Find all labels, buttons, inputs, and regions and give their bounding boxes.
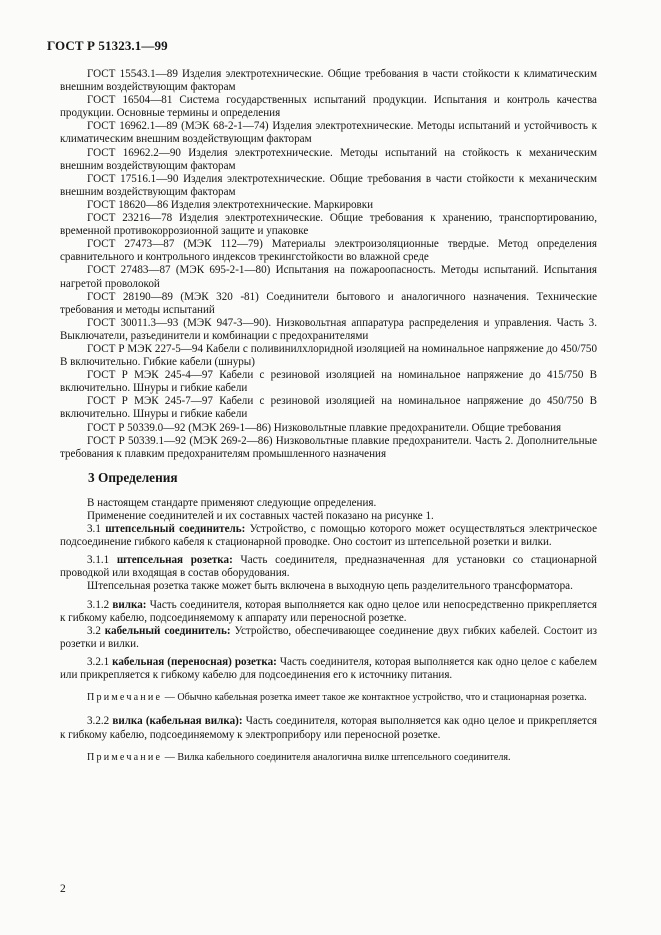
reference-item: ГОСТ 18620—86 Изделия электротехнические. Маркировки [87,198,374,211]
clause-number: 3.1.1 [87,554,110,567]
reference-item: ГОСТ 16962.1—89 (МЭК 68-2-1—74) Изделия электротехнические. Методы испытаний и устойчивость к климатическим внешним воздействующим факторам [60,120,597,146]
definition-3-2-1 [60,656,597,682]
reference-item: ГОСТ 30011.3—93 (МЭК 947-3—90). Низковольтная аппаратура распределения и управления. Часть 3. Выключатели, разъединители и комбинации с предохранителями [60,316,597,342]
reference-item: ГОСТ Р 50339.1—92 (МЭК 269-2—86) Низковольтные плавкие предохранители. Часть 2. Дополнительные требования к плавким предохранителям промышленного назначения [60,434,597,460]
section-heading: 3 Определения [88,469,178,485]
definitions [60,497,597,764]
term: штепсельная розетка: [116,554,233,567]
page-number: 2 [60,883,66,895]
clause-number: 3.1.2 [87,598,110,611]
definition-text: Устройство, с помощью которого может осуществляться электрическое подсоединение гибкого кабеля к стационарной проводке. Оно состоит из штепсельной розетки и вилки. [60,523,597,549]
reference-item: ГОСТ 28190—89 (МЭК 320 -81) Соединители бытового и аналогичного назначения. Технические требования и методы испытаний [60,290,597,316]
clause-number: 3.1 [87,523,101,536]
clause-number: 3.2.1 [87,655,110,668]
term: кабельная (переносная) розетка: [112,655,277,668]
note-label: Примечание [87,751,163,763]
definition-3-2-2 [60,715,597,741]
reference-item: ГОСТ 17516.1—90 Изделия электротехнические. Общие требования в части стойкости к механическим внешним воздействующим факторам [60,172,597,198]
definition-text: Часть соединителя, которая выполняется как одно целое с кабелем или прикрепляется к гибкому кабелю для подсоединения его к источнику питания. [60,655,597,682]
clause-number: 3.2 [87,624,101,637]
reference-item: ГОСТ 15543.1—89 Изделия электротехнические. Общие требования в части стойкости к климатическим внешним воздействующим факторам [60,68,597,94]
reference-item: ГОСТ 23216—78 Изделия электротехнические. Общие требования к хранению, транспортированию, временной противокоррозионной защите и упаковке [60,212,597,238]
definition-paragraph: Штепсельная розетка также может быть включена в выходную цепь разделительного трансформатора. [87,580,573,593]
intro-paragraph: В настоящем стандарте применяют следующие определения. [87,496,377,509]
reference-item: ГОСТ 16962.2—90 Изделия электротехнические. Методы испытаний на стойкость к механическим внешним воздействующим факторам [60,146,597,172]
note-text: — Вилка кабельного соединителя аналогична вилке штепсельного соединителя. [164,751,511,763]
clause-number: 3.2.2 [87,715,110,728]
note-text: — Обычно кабельная розетка имеет такое же контактное устройство, что и стационарная розетка. [164,692,587,704]
definition-3-1-2 [60,599,597,625]
document-body [60,68,597,775]
reference-item: ГОСТ 27483—87 (МЭК 695-2-1—80) Испытания на пожароопасность. Методы испытаний. Испытания нагретой проволокой [60,264,597,290]
reference-item: ГОСТ 16504—81 Система государственных испытаний продукции. Испытания и контроль качества продукции. Основные термины и определения [60,94,597,120]
term: вилка: [112,598,147,611]
definition-3-1 [60,523,597,549]
document-code: ГОСТ Р 51323.1—99 [47,38,168,53]
term: кабельный соединитель: [104,624,231,637]
reference-item: ГОСТ Р МЭК 227-5—94 Кабели с поливинилхлоридной изоляцией на номинальное напряжение до 450/750 В включительно. Гибкие кабели (шнуры) [60,342,597,369]
note [60,692,597,704]
reference-item: ГОСТ Р МЭК 245-7—97 Кабели с резиновой изоляцией на номинальное напряжение до 450/750 В включительно. Шнуры и гибкие кабели [60,395,597,421]
term: штепсельный соединитель: [105,523,246,536]
definition-3-1-1 [60,554,597,580]
term: вилка (кабельная вилка): [112,715,243,728]
note [60,752,597,764]
reference-item: ГОСТ 27473—87 (МЭК 112—79) Материалы электроизоляционные твердые. Метод определения сравнительного и контрольного индексов трекингстойкости во влажной среде [60,238,597,264]
definition-text: Устройство, обеспечивающее соединение двух гибких кабелей. Состоит из розетки и вилки. [60,624,597,650]
reference-item: ГОСТ Р 50339.0—92 (МЭК 269-1—86) Низковольтные плавкие предохранители. Общие требования [87,421,562,434]
definition-text: Часть соединителя, которая выполняется как одно целое и прикрепляется к гибкому кабелю, подсоединяемому к электроприбору или переносной розетке. [60,715,598,741]
definition-text: Часть соединителя, которая выполняется как одно целое или непосредственно прикрепляется к гибкому кабелю, подсоединяемому к аппарату или переносной розетке. [60,598,598,624]
intro-paragraph: Применение соединителей и их составных частей показано на рисунке 1. [87,510,434,522]
reference-item: ГОСТ Р МЭК 245-4—97 Кабели с резиновой изоляцией на номинальное напряжение до 415/750 В включительно. Шнуры и гибкие кабели [60,369,597,395]
normative-references [60,68,597,461]
definition-3-2 [60,625,597,651]
note-label: Примечание [87,692,163,704]
definition-text: Часть соединителя, предназначенная для установки со стационарной проводкой или входящая в состав оборудования. [60,554,597,580]
